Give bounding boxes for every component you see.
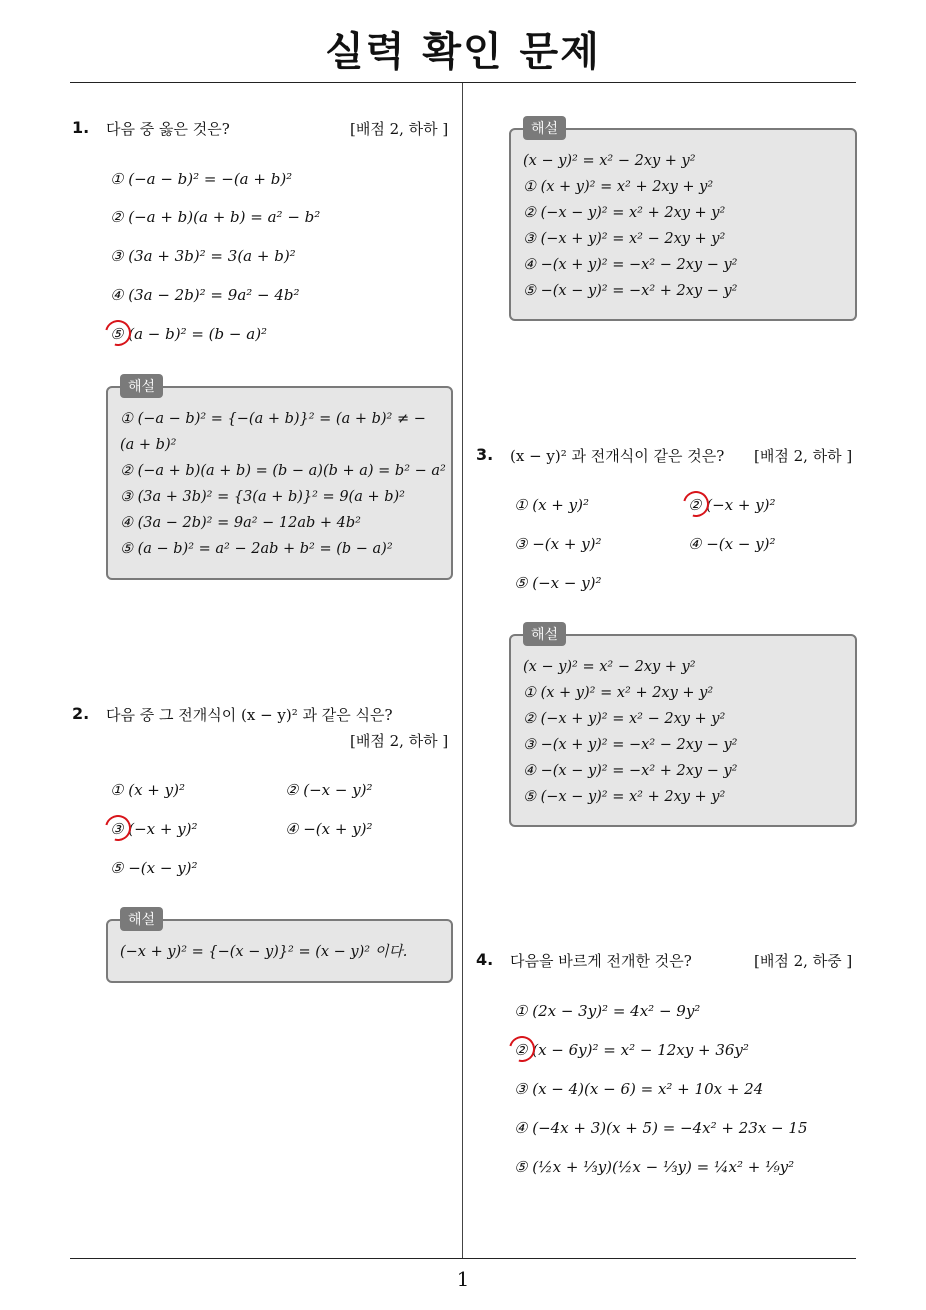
q3-explanation-line-1: (x − y)² = x² − 2xy + y² xyxy=(523,659,696,675)
q3-explanation-line-5: ④ −(x − y)² = −x² + 2xy − y² xyxy=(523,763,738,779)
page-title: 실력 확인 문제 xyxy=(325,29,601,75)
page-number: 1 xyxy=(456,1267,470,1291)
q2-explanation-line-1: (−x + y)² = {−(x − y)}² = (x − y)² 이다. xyxy=(120,944,408,960)
q1-choice-2[interactable]: ② (−a + b)(a + b) = a² − b² xyxy=(110,208,321,226)
followup-line-3: ② (−x − y)² = x² + 2xy + y² xyxy=(523,205,726,221)
q3-choice-2[interactable]: ② (−x + y)² xyxy=(688,496,776,514)
q2-answer-mark xyxy=(100,810,136,846)
followup-line-5: ④ −(x + y)² = −x² − 2xy − y² xyxy=(523,257,738,273)
q1-explanation-line-1: ① (−a − b)² = {−(a + b)}² = (a + b)² ≠ −(a + b)² xyxy=(120,411,426,453)
q3-explanation-box xyxy=(509,627,857,827)
question-2-text: 다음 중 그 전개식이 (x − y)² 과 같은 식은? xyxy=(106,706,393,724)
followup-line-6: ⑤ −(x − y)² = −x² + 2xy − y² xyxy=(523,283,738,299)
column-divider xyxy=(462,83,463,1259)
q1-explanation-line-3: ③ (3a + 3b)² = {3(a + b)}² = 9(a + b)² xyxy=(120,489,405,505)
question-3-score: [배점 2, 하하 ] xyxy=(754,447,853,465)
explanation-tag: 해설 xyxy=(523,116,566,140)
question-2-number: 2. xyxy=(72,704,90,723)
q1-explanation-box xyxy=(106,379,453,580)
explanation-tag: 해설 xyxy=(120,374,163,398)
q3-explanation-line-3: ② (−x + y)² = x² − 2xy + y² xyxy=(523,711,726,727)
explanation-tag: 해설 xyxy=(120,907,163,931)
q1-choice-3[interactable]: ③ (3a + 3b)² = 3(a + b)² xyxy=(110,247,296,265)
q2-choice-3[interactable]: ③ (−x + y)² xyxy=(110,820,198,838)
question-2-score: [배점 2, 하하 ] xyxy=(350,732,449,750)
q4-choice-2[interactable]: ② (x − 6y)² = x² − 12xy + 36y² xyxy=(514,1041,749,1059)
question-4-text: 다음을 바르게 전개한 것은? xyxy=(510,952,692,970)
q3-explanation-line-4: ③ −(x + y)² = −x² − 2xy − y² xyxy=(523,737,738,753)
question-3-text: (x − y)² 과 전개식이 같은 것은? xyxy=(510,447,725,465)
q3-choice-4[interactable]: ④ −(x − y)² xyxy=(688,535,776,553)
q1-choice-4[interactable]: ④ (3a − 2b)² = 9a² − 4b² xyxy=(110,286,300,304)
q4-answer-mark xyxy=(504,1031,540,1067)
followup-line-2: ① (x + y)² = x² + 2xy + y² xyxy=(523,179,714,195)
bottom-rule xyxy=(70,1258,856,1259)
q3-explanation-line-6: ⑤ (−x − y)² = x² + 2xy + y² xyxy=(523,789,726,805)
followup-line-4: ③ (−x + y)² = x² − 2xy + y² xyxy=(523,231,726,247)
question-1-text: 다음 중 옳은 것은? xyxy=(106,120,230,138)
question-4-number: 4. xyxy=(476,950,494,969)
q4-choice-1[interactable]: ① (2x − 3y)² = 4x² − 9y² xyxy=(514,1002,701,1020)
top-rule xyxy=(70,82,856,83)
q2-choice-5[interactable]: ⑤ −(x − y)² xyxy=(110,859,198,877)
q2-explanation-box xyxy=(106,912,453,983)
q3-choice-5[interactable]: ⑤ (−x − y)² xyxy=(514,574,602,592)
q4-choice-3[interactable]: ③ (x − 4)(x − 6) = x² + 10x + 24 xyxy=(514,1080,764,1098)
followup-line-1: (x − y)² = x² − 2xy + y² xyxy=(523,153,696,169)
q1-explanation-line-4: ④ (3a − 2b)² = 9a² − 12ab + 4b² xyxy=(120,515,361,531)
q3-choice-3[interactable]: ③ −(x + y)² xyxy=(514,535,602,553)
q1-choice-5[interactable]: ⑤ (a − b)² = (b − a)² xyxy=(110,325,268,343)
question-4-score: [배점 2, 하중 ] xyxy=(754,952,853,970)
q3-choice-1[interactable]: ① (x + y)² xyxy=(514,496,589,514)
q2-choice-1[interactable]: ① (x + y)² xyxy=(110,781,185,799)
q1-answer-mark xyxy=(100,315,136,351)
q1-explanation-line-2: ② (−a + b)(a + b) = (b − a)(b + a) = b² − a² xyxy=(120,463,446,479)
q1-choice-1[interactable]: ① (−a − b)² = −(a + b)² xyxy=(110,170,293,188)
q3-answer-mark xyxy=(678,486,714,522)
q4-choice-5[interactable]: ⑤ (½x + ⅓y)(½x − ⅓y) = ¼x² + ⅑y² xyxy=(514,1158,795,1176)
explanation-tag: 해설 xyxy=(523,622,566,646)
q1-explanation-line-5: ⑤ (a − b)² = a² − 2ab + b² = (b − a)² xyxy=(120,541,393,557)
q2-followup-explanation-box xyxy=(509,121,857,321)
q3-explanation-line-2: ① (x + y)² = x² + 2xy + y² xyxy=(523,685,714,701)
question-1-score: [배점 2, 하하 ] xyxy=(350,120,449,138)
q4-choice-4[interactable]: ④ (−4x + 3)(x + 5) = −4x² + 23x − 15 xyxy=(514,1119,808,1137)
question-1-number: 1. xyxy=(72,118,90,137)
question-3-number: 3. xyxy=(476,445,494,464)
q2-choice-2[interactable]: ② (−x − y)² xyxy=(285,781,373,799)
q2-choice-4[interactable]: ④ −(x + y)² xyxy=(285,820,373,838)
